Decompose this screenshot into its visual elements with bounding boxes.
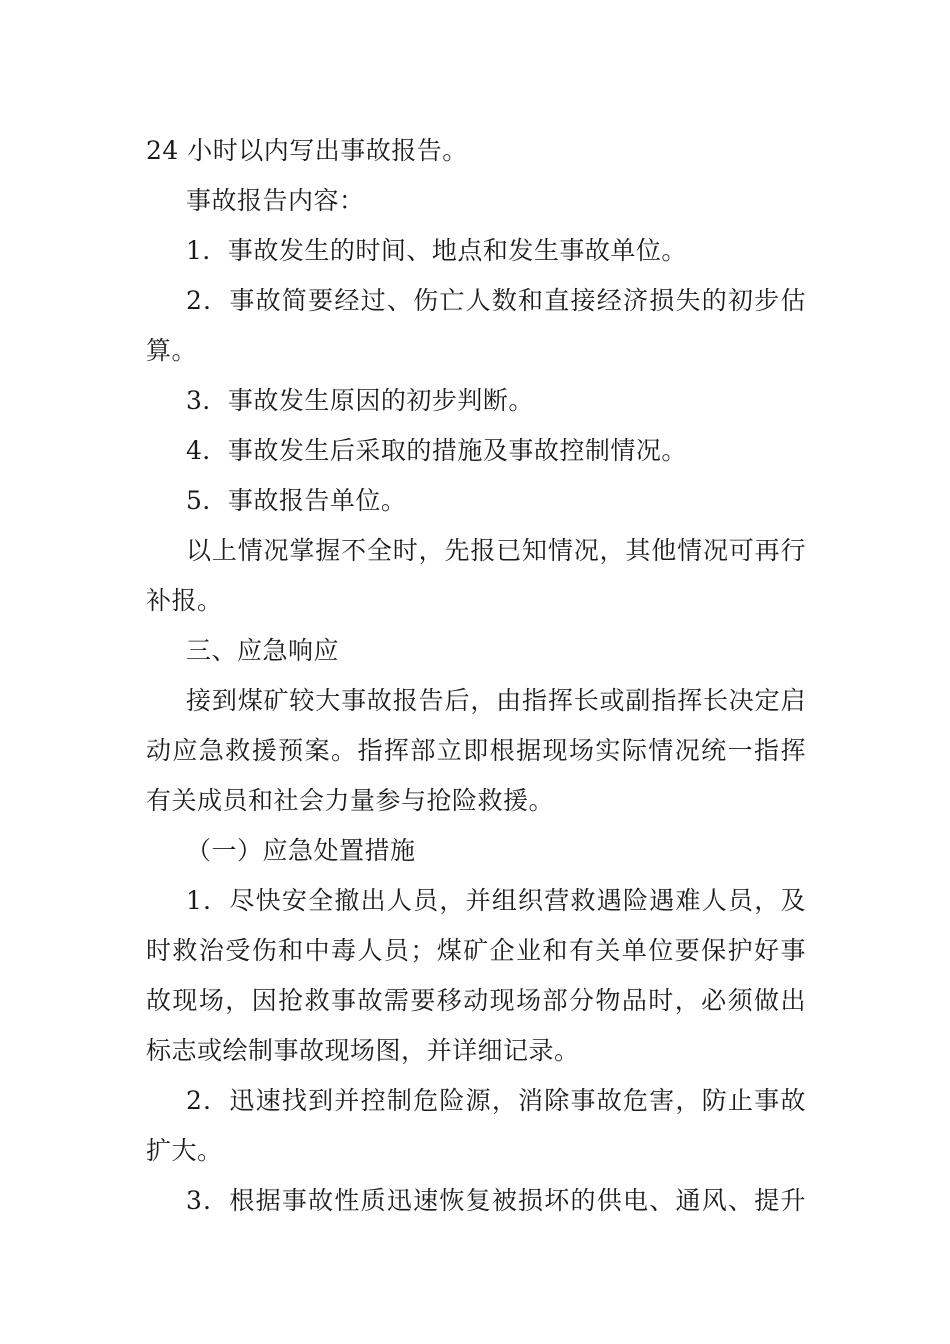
subsection-heading: （一）应急处置措施 bbox=[186, 836, 416, 865]
text-line: 事故报告内容： bbox=[186, 186, 365, 215]
text-line: 标志或绘制事故现场图，并详细记录。 bbox=[146, 1036, 580, 1065]
text-line: 故现场，因抢救事故需要移动现场部分物品时，必须做出 bbox=[146, 986, 806, 1015]
text-line: 补报。 bbox=[146, 586, 223, 615]
section-heading: 三、应急响应 bbox=[186, 636, 340, 665]
text-line: 1．尽快安全撤出人员，并组织营救遇险遇难人员，及 bbox=[186, 886, 806, 915]
text-line: 2．事故简要经过、伤亡人数和直接经济损失的初步估 bbox=[186, 286, 806, 315]
text-line: 2．迅速找到并控制危险源，消除事故危害，防止事故 bbox=[186, 1086, 806, 1115]
text-line: 4．事故发生后采取的措施及事故控制情况。 bbox=[186, 436, 687, 465]
text-line: 3．事故发生原因的初步判断。 bbox=[186, 386, 534, 415]
text-line: 24 小时以内写出事故报告。 bbox=[146, 136, 468, 165]
text-line: 时救治受伤和中毒人员；煤矿企业和有关单位要保护好事 bbox=[146, 936, 806, 965]
text-line: 3．根据事故性质迅速恢复被损坏的供电、通风、提升 bbox=[186, 1186, 806, 1215]
text-line: 以上情况掌握不全时，先报已知情况，其他情况可再行 bbox=[186, 536, 806, 565]
text-line: 接到煤矿较大事故报告后，由指挥长或副指挥长决定启 bbox=[186, 686, 806, 715]
text-line: 扩大。 bbox=[146, 1136, 223, 1165]
text-line: 有关成员和社会力量参与抢险救援。 bbox=[146, 786, 555, 815]
text-line: 算。 bbox=[146, 336, 198, 365]
text-line: 5．事故报告单位。 bbox=[186, 486, 407, 515]
text-line: 动应急救援预案。指挥部立即根据现场实际情况统一指挥 bbox=[146, 736, 806, 765]
text-line: 1．事故发生的时间、地点和发生事故单位。 bbox=[186, 236, 687, 265]
